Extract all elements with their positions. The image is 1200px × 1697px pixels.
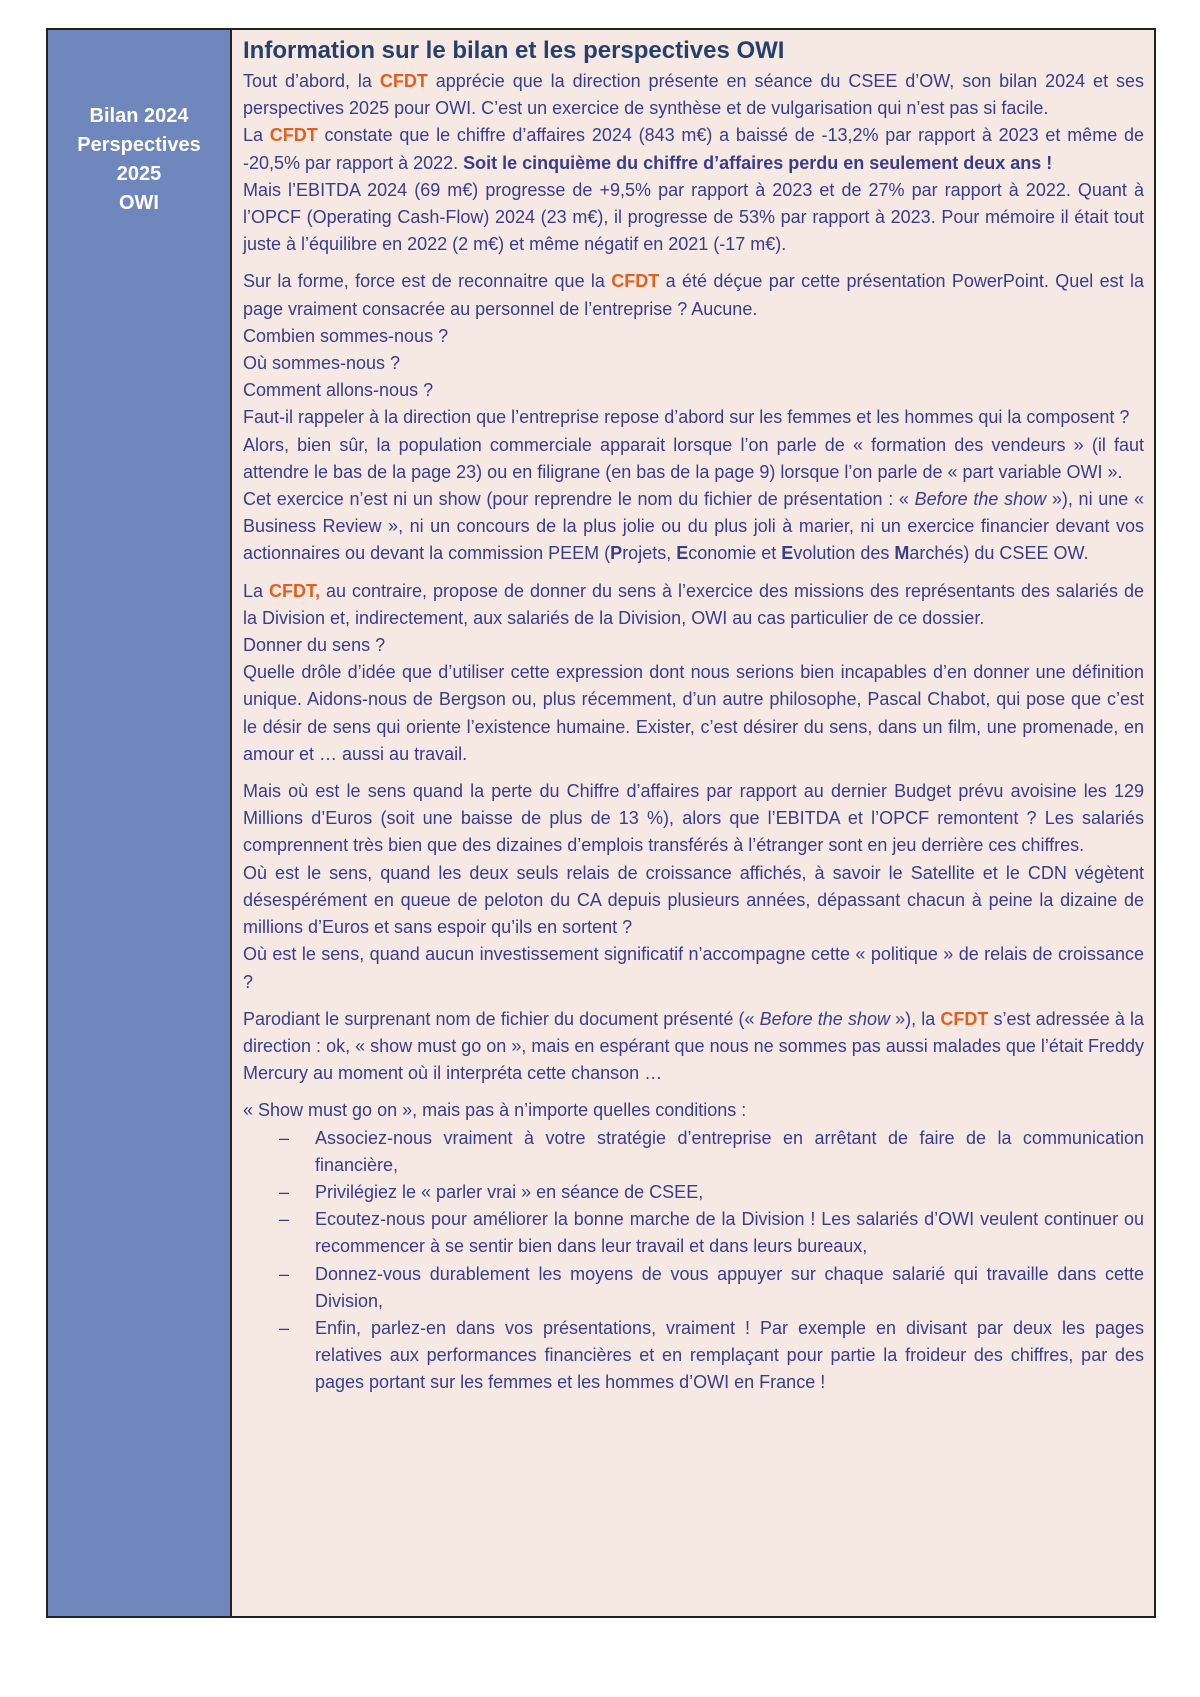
question: Comment allons-nous ? — [243, 380, 434, 401]
page-title: Information sur le bilan et les perspectives OWI — [243, 37, 785, 64]
cfdt-label: CFDT — [269, 125, 318, 146]
cfdt-label: CFDT, — [269, 580, 320, 601]
section-label-line: Perspectives — [77, 134, 201, 156]
paragraph: Cet exercice n’est ni un show (pour reprendre le nom du fichier de présentation : « Before the show »), ni une « Business Review », ni un concours de la plus jolie ou du plus joli à marier, ni un exercice financier devant vos actionnaires ou devant la commission PEEM (Projets, Economie et Evolution des Marchés) du CSEE OW. — [243, 489, 1145, 564]
list-item: – Ecoutez-nous pour améliorer la bonne marche de la Division ! Les salariés d’OWI veulent continuer ou recommencer à se sentir bien dans leur travail et dans leurs bureaux, — [243, 1206, 1144, 1260]
dash-bullet: – — [279, 1317, 290, 1338]
question: Combien sommes-nous ? — [243, 325, 449, 346]
paragraph: Tout d’abord, la CFDT apprécie que la direction présente en séance du CSEE d’OW, son bilan 2024 et ses perspectives 2025 pour OWI. C’est un exercice de synthèse et de vulgarisation qui n’est pas si facile. — [243, 71, 1144, 119]
question: Où sommes-nous ? — [243, 353, 401, 374]
list-item: – Enfin, parlez-en dans vos présentations, vraiment ! Par exemple en divisant par deux les pages relatives aux performances financières et en remplaçant pour partie la froideur des chiffres, par des pages portant sur les femmes et les hommes d’OWI en France ! — [243, 1315, 1144, 1397]
dash-bullet: – — [279, 1127, 290, 1148]
paragraph: Quelle drôle d’idée que d’utiliser cette expression dont nous serions bien incapables d’en donner une définition unique. Aidons-nous de Bergson ou, plus récemment, d’un autre philosophe, Pascal Chabot, qui pose que c’est le désir de sens qui oriente l’existence humaine. Exister, c’est désirer du sens, dans un film, une promenade, en amour et … aussi au travail. — [243, 662, 1144, 764]
dash-bullet: – — [279, 1263, 290, 1284]
paragraph: Où est le sens, quand les deux seuls relais de croissance affichés, à savoir le Satellite et le CDN végètent désespérément en queue de peloton du CA depuis plusieurs années, dépassant chacun à peine la dizaine de millions d’Euros et sans espoir qu’ils en sortent ? — [243, 862, 1144, 938]
demands-list — [243, 1125, 1144, 1397]
paragraph: « Show must go on », mais pas à n’importe quelles conditions : — [243, 1100, 747, 1121]
cfdt-label: CFDT — [379, 71, 428, 91]
section-label-line: OWI — [119, 192, 159, 214]
dash-bullet: – — [279, 1181, 290, 1202]
paragraph: La CFDT constate que le chiffre d’affaires 2024 (843 m€) a baissé de -13,2% par rapport à 2023 et même de -20,5% par rapport à 2022. Soit le cinquième du chiffre d’affaires perdu en seulement deux ans ! — [243, 125, 1144, 173]
paragraph: Où est le sens, quand aucun investissement significatif n’accompagne cette « politique » de relais de croissance ? — [243, 944, 1144, 992]
emphasis: Soit le cinquième du chiffre d’affaires perdu en seulement deux ans ! — [463, 152, 1053, 173]
cfdt-label: CFDT — [611, 271, 660, 292]
section-label-line: 2025 — [116, 163, 162, 185]
paragraph: Alors, bien sûr, la population commerciale apparait lorsque l’on parle de « formation des vendeurs » (il faut attendre le bas de la page 23) ou en filigrane (en bas de la page 9) lorsque l’on parle de « part variable OWI ». — [243, 434, 1144, 482]
paragraph: La CFDT, au contraire, propose de donner du sens à l’exercice des missions des représentants des salariés de la Division et, indirectement, aux salariés de la Division, OWI au cas particulier de ce dossier. — [243, 580, 1144, 628]
section-label — [48, 30, 232, 1616]
paragraph: Faut-il rappeler à la direction que l’entreprise repose d’abord sur les femmes et les hommes qui la composent ? — [243, 407, 1130, 428]
question: Donner du sens ? — [243, 635, 386, 656]
paragraph: Sur la forme, force est de reconnaitre que la CFDT a été déçue par cette présentation PowerPoint. Quel est la page vraiment consacrée au personnel de l’entreprise ? Aucune. — [243, 271, 1144, 319]
paragraph: Mais l’EBITDA 2024 (69 m€) progresse de +9,5% par rapport à 2023 et de 27% par rapport à 2022. Quant à l’OPCF (Operating Cash-Flow) 2024 (23 m€), il progresse de 53% par rapport à 2023. Pour mémoire il était tout juste à l’équilibre en 2022 (2 m€) et même négatif en 2021 (-17 m€). — [243, 179, 1144, 255]
list-item: – Privilégiez le « parler vrai » en séance de CSEE, — [243, 1179, 1144, 1206]
document-table — [46, 28, 1156, 1618]
content-panel — [232, 30, 1154, 1616]
section-label-line: Bilan 2024 — [89, 105, 189, 127]
dash-bullet: – — [279, 1209, 290, 1230]
paragraph: Parodiant le surprenant nom de fichier du document présenté (« Before the show »), la CFDT s’est adressée à la direction : ok, « show must go on », mais en espérant que nous ne sommes pas aussi malades que l’était Freddy Mercury au moment où il interpréta cette chanson … — [243, 1008, 1144, 1084]
list-item: – Associez-nous vraiment à votre stratégie d’entreprise en arrêtant de faire de la communication financière, — [243, 1125, 1144, 1179]
cfdt-label: CFDT — [940, 1008, 989, 1029]
list-item: – Donnez-vous durablement les moyens de vous appuyer sur chaque salarié qui travaille dans cette Division, — [243, 1261, 1144, 1315]
paragraph: Mais où est le sens quand la perte du Chiffre d’affaires par rapport au dernier Budget prévu avoisine les 129 Millions d’Euros (soit une baisse de plus de 13 %), alors que l’EBITDA et l’OPCF remontent ? Les salariés comprennent très bien que des dizaines d’emplois transférés à l’étranger sont en jeu derrière ces chiffres. — [243, 781, 1144, 856]
